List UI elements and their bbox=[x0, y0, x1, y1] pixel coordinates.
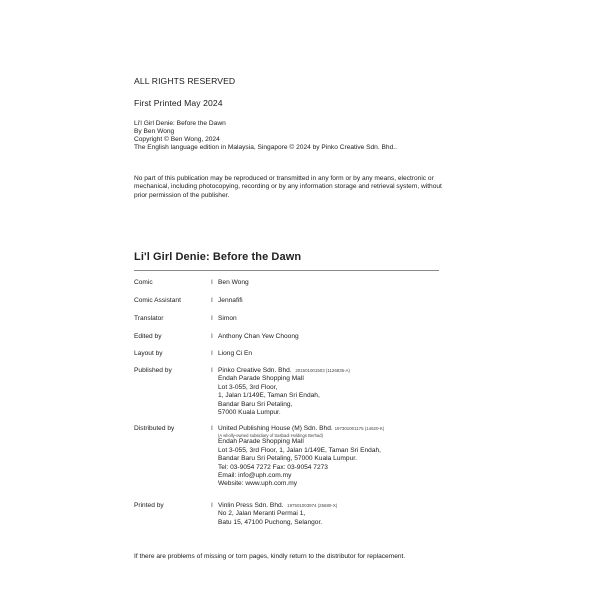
printer-block bbox=[218, 502, 337, 527]
address-line: Endah Parade Shopping Mall bbox=[218, 438, 304, 446]
copyright-author: By Ben Wong bbox=[134, 128, 175, 135]
credit-value: Simon bbox=[218, 315, 237, 322]
address-line: Endah Parade Shopping Mall bbox=[218, 375, 304, 383]
distributor-name: United Publishing House (M) Sdn. Bhd. bbox=[218, 425, 333, 432]
publisher-name: Pinko Creative Sdn. Bhd. bbox=[218, 367, 292, 374]
printer-reg: 197501003974 (25680-X) bbox=[287, 503, 338, 508]
phone-fax-line: Tel: 03-9054 7272 Fax: 03-9054 7273 bbox=[218, 463, 328, 471]
credit-label: Layout by bbox=[134, 350, 163, 357]
separator: I bbox=[211, 315, 213, 322]
edition-line: The English language edition in Malaysia, Singapore © 2024 by Pinko Creative Sdn. Bhd.. bbox=[134, 144, 397, 151]
address-line: Lot 3-055, 3rd Floor, 1, Jalan 1/149E, Taman Sri Endah, bbox=[218, 446, 381, 454]
credit-label: Published by bbox=[134, 367, 172, 374]
separator: I bbox=[211, 350, 213, 357]
reproduction-notice: No part of this publication may be reproduced or transmitted in any form or by any means, electronic or mechanical, including photocopying, recording or by any information storage and retrieval system, without prior permission of the publisher. bbox=[134, 175, 442, 199]
address-line: Bandar Baru Sri Petaling, 57000 Kuala Lumpur. bbox=[218, 455, 357, 463]
separator: I bbox=[211, 333, 213, 340]
address-line: No 2, Jalan Meranti Permai 1, bbox=[218, 510, 306, 518]
title-divider bbox=[134, 270, 439, 271]
credit-value: Ben Wong bbox=[218, 279, 249, 286]
website-line: Website: www.uph.com.my bbox=[218, 480, 298, 488]
copyright-book-title: Li'l Girl Denie: Before the Dawn bbox=[134, 120, 226, 127]
credit-label: Distributed by bbox=[134, 425, 175, 432]
address-line: 57000 Kuala Lumpur. bbox=[218, 409, 281, 417]
separator: I bbox=[211, 279, 213, 286]
copyright-page bbox=[134, 0, 554, 600]
copyright-line: Copyright © Ben Wong, 2024 bbox=[134, 136, 220, 143]
address-line: Lot 3-055, 3rd Floor, bbox=[218, 383, 278, 391]
distributor-note: (A wholly-owned subsidiary of Sasbadi Holdings Berhad) bbox=[218, 433, 323, 439]
credit-label: Comic bbox=[134, 279, 153, 286]
separator: I bbox=[211, 367, 213, 374]
credit-label: Printed by bbox=[134, 502, 164, 509]
footer-note: If there are problems of missing or torn pages, kindly return to the distributor for replacement. bbox=[134, 553, 406, 560]
credit-label: Comic Assistant bbox=[134, 297, 181, 304]
credit-label: Translator bbox=[134, 315, 164, 322]
credit-value: Anthony Chan Yew Choong bbox=[218, 333, 299, 340]
separator: I bbox=[211, 502, 213, 509]
separator: I bbox=[211, 425, 213, 432]
address-line: Bandar Baru Sri Petaling, bbox=[218, 400, 293, 408]
distributor-reg: 197301001175 (14620-K) bbox=[334, 426, 385, 431]
publisher-reg: 201501001503 (1126835-A) bbox=[295, 368, 350, 373]
rights-heading: ALL RIGHTS RESERVED bbox=[134, 76, 236, 86]
email-line: Email: info@uph.com.my bbox=[218, 472, 292, 480]
separator: I bbox=[211, 297, 213, 304]
credit-label: Edited by bbox=[134, 333, 162, 340]
first-printed: First Printed May 2024 bbox=[134, 98, 223, 108]
credit-value: Jennafifi bbox=[218, 297, 243, 304]
credits-title: Li'l Girl Denie: Before the Dawn bbox=[134, 251, 302, 263]
address-line: Batu 15, 47100 Puchong, Selangor. bbox=[218, 518, 323, 526]
address-line: 1, Jalan 1/149E, Taman Sri Endah, bbox=[218, 392, 320, 400]
distributor-block bbox=[218, 425, 384, 489]
credit-value: Liong Ci En bbox=[218, 350, 253, 357]
printer-name: Vinlin Press Sdn. Bhd. bbox=[218, 502, 284, 509]
publisher-block bbox=[218, 367, 350, 417]
